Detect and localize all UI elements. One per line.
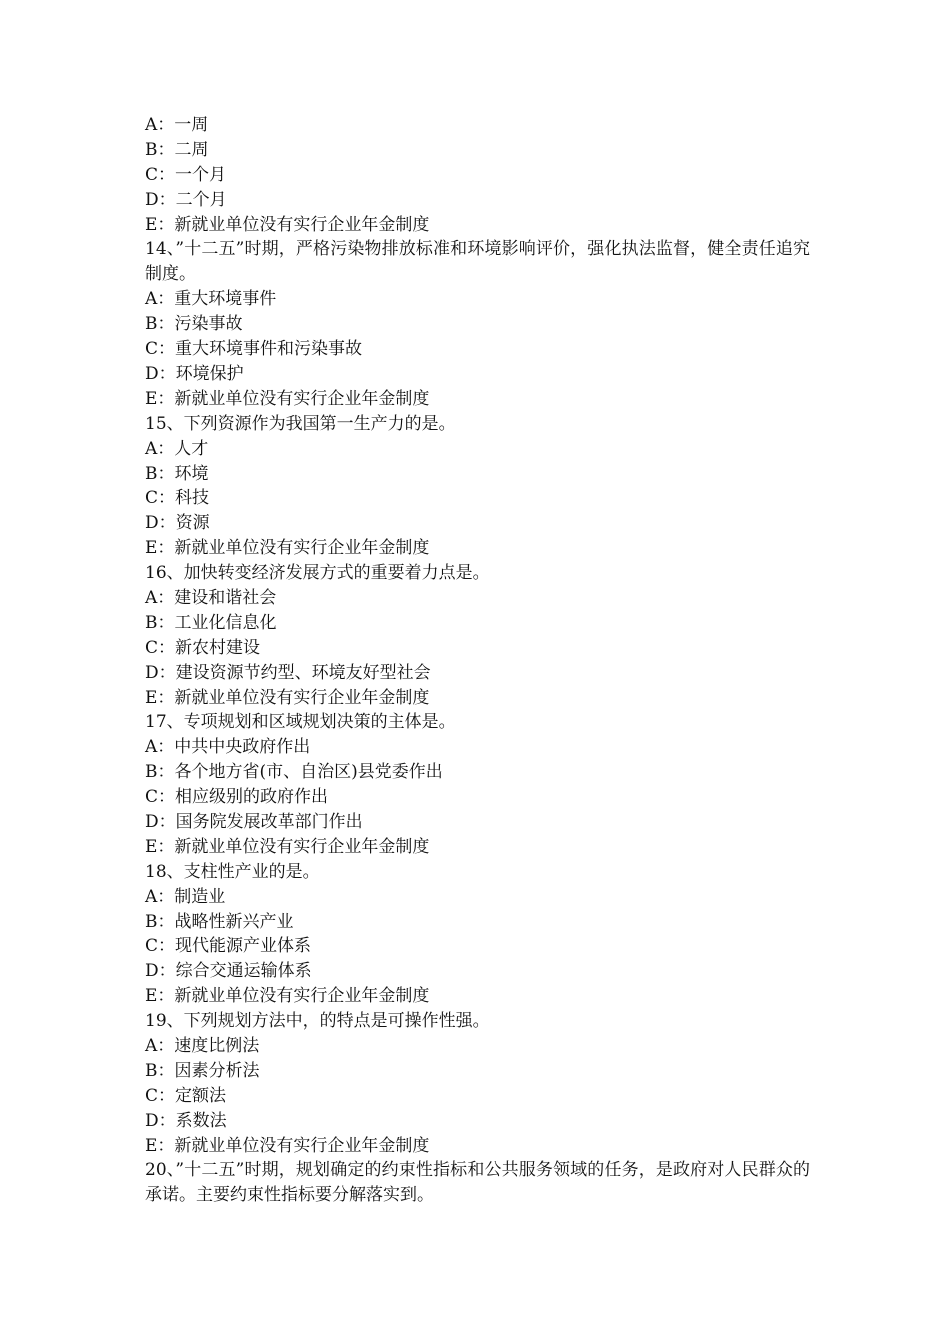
option-line: D：环境保护 [145,363,244,384]
option-line: C：一个月 [145,164,227,185]
option-line: A：重大环境事件 [145,289,277,310]
question-16: 16、加快转变经济发展方式的重要着力点是。 [145,563,490,584]
option-line: B：各个地方省(市、自治区)县党委作出 [145,762,443,783]
option-line: B：战略性新兴产业 [145,911,294,932]
option-line: D：建设资源节约型、环境友好型社会 [145,662,431,683]
question-19: 19、下列规划方法中，的特点是可操作性强。 [145,1011,490,1032]
option-line: D：国务院发展改革部门作出 [145,811,363,832]
option-line: E：新就业单位没有实行企业年金制度 [145,538,430,559]
option-line: C：科技 [145,488,210,509]
option-line: B：二周 [145,139,209,160]
option-line: B：因素分析法 [145,1060,260,1081]
option-line: A：人才 [145,438,209,459]
option-line: A：中共中央政府作出 [145,737,311,758]
option-line: B：环境 [145,463,209,484]
option-line: D：系数法 [145,1110,227,1131]
option-line: D：综合交通运输体系 [145,961,312,982]
document-page [145,113,810,1208]
question-20: 20、”十二五”时期，规划确定的约束性指标和公共服务领域的任务，是政府对人民群众的承诺。主要约束性指标要分解落实到。 [145,1160,810,1206]
option-line: A：制造业 [145,886,226,907]
option-line: C：相应级别的政府作出 [145,787,329,808]
question-15: 15、下列资源作为我国第一生产力的是。 [145,413,456,434]
option-line: A：一周 [145,115,209,135]
question-14: 14、”十二五”时期，严格污染物排放标准和环境影响评价，强化执法监督，健全责任追究制度。 [145,239,810,285]
option-line: C：定额法 [145,1085,227,1106]
option-line: E：新就业单位没有实行企业年金制度 [145,214,430,235]
question-18: 18、支柱性产业的是。 [145,861,320,882]
option-line: A：速度比例法 [145,1035,260,1056]
option-line: E：新就业单位没有实行企业年金制度 [145,1135,430,1156]
option-line: E：新就业单位没有实行企业年金制度 [145,687,430,708]
option-line: D：资源 [145,513,210,534]
option-line: B：工业化信息化 [145,612,277,633]
option-line: E：新就业单位没有实行企业年金制度 [145,986,430,1007]
option-line: C：重大环境事件和污染事故 [145,339,363,360]
option-line: A：建设和谐社会 [145,587,277,608]
option-line: C：新农村建设 [145,637,261,658]
option-line: C：现代能源产业体系 [145,936,312,957]
question-17: 17、专项规划和区域规划决策的主体是。 [145,712,456,733]
option-line: D：二个月 [145,189,227,210]
option-line: B：污染事故 [145,314,243,335]
option-line: E：新就业单位没有实行企业年金制度 [145,388,430,409]
option-line: E：新就业单位没有实行企业年金制度 [145,836,430,857]
